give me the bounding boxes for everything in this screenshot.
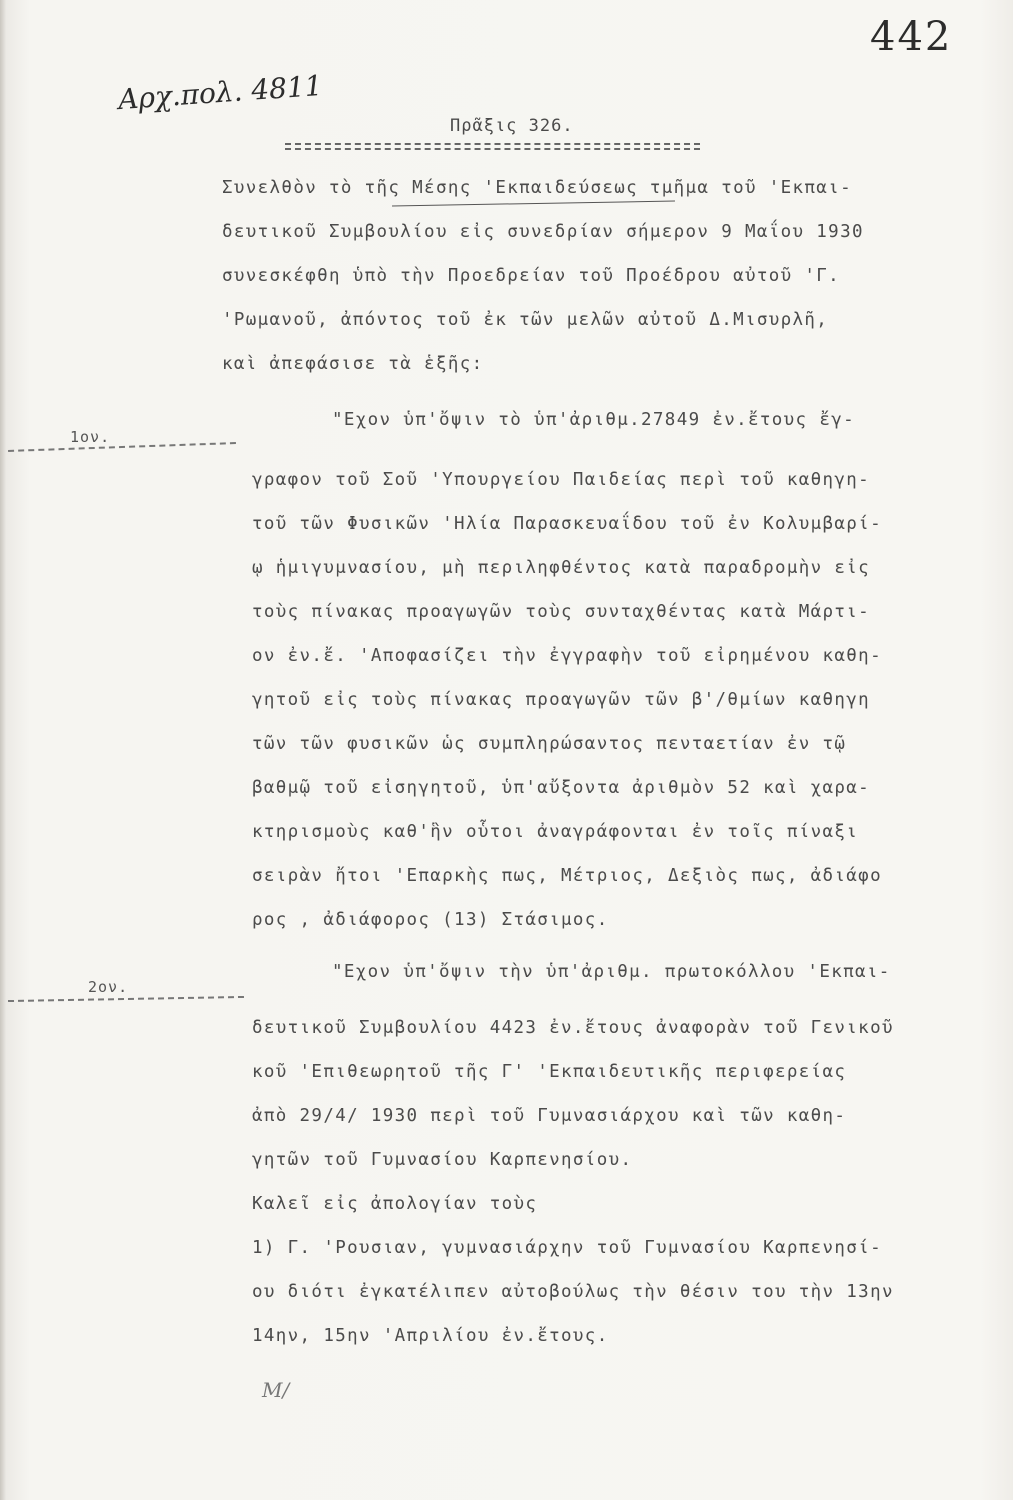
- intro-line-2: δευτικοῦ Συμβουλίου εἰς συνεδρίαν σήμερον 9 Μαΐου 1930: [222, 222, 864, 242]
- section-2-line-7: 1) Γ. 'Ρουσιαν, γυμνασιάρχην τοῦ Γυμνασίου Καρπενησί-: [252, 1238, 882, 1258]
- section-2-line-8: ου διότι ἐγκατέλιπεν αὐτοβούλως τὴν θέσιν του τὴν 13ην: [252, 1282, 894, 1302]
- section-2-line-4: ἀπὸ 29/4/ 1930 περὶ τοῦ Γυμνασιάρχου καὶ τῶν καθη-: [252, 1106, 847, 1126]
- section-2-line-3: κοῦ 'Επιθεωρητοῦ τῆς Γ' 'Εκπαιδευτικῆς περιφερείας: [252, 1062, 847, 1082]
- section-1-line-10: κτηρισμοὺς καθ'ἣν οὗτοι ἀναγράφονται ἐν τοῖς πίναξι: [252, 822, 859, 842]
- section-2-label: 2ον.: [88, 978, 129, 996]
- section-2-line-6: Καλεῖ εἰς ἀπολογίαν τοὺς: [252, 1194, 538, 1214]
- section-1-line-7: γητοῦ εἰς τοὺς πίνακας προαγωγῶν τῶν β'/θμίων καθηγη: [252, 690, 871, 710]
- page-edge-shadow: [0, 0, 6, 1500]
- section-2-line-5: γητῶν τοῦ Γυμνασίου Καρπενησίου.: [252, 1150, 633, 1170]
- section-1-line-11: σειρὰν ἤτοι 'Επαρκὴς πως, Μέτριος, Δεξιὸς πως, ἀδιάφο: [252, 866, 882, 886]
- section-1-line-3: τοῦ τῶν Φυσικῶν 'Ηλία Παρασκευαΐδου τοῦ ἐν Κολυμβαρί-: [252, 514, 882, 534]
- section-1-label: 1ον.: [70, 428, 111, 446]
- section-1-line-9: βαθμῷ τοῦ εἰσηγητοῦ, ὑπ'αὔξοντα ἀριθμὸν 52 καὶ χαρα-: [252, 778, 871, 798]
- intro-line-3: συνεσκέφθη ὑπὸ τὴν Προεδρείαν τοῦ Προέδρου αὐτοῦ 'Γ.: [222, 266, 841, 286]
- section-2-line-2: δευτικοῦ Συμβουλίου 4423 ἐν.ἔτους ἀναφορὰν τοῦ Γενικοῦ: [252, 1018, 894, 1038]
- section-2-dashed-rule: [8, 996, 244, 1002]
- section-1-line-8: τῶν τῶν φυσικῶν ὡς συμπληρώσαντος πενταετίαν ἐν τῷ: [252, 734, 847, 754]
- section-2-line-9: 14ην, 15ην 'Απριλίου ἐν.ἔτους.: [252, 1326, 609, 1346]
- page-number: 442: [870, 14, 953, 60]
- intro-line-5: καὶ ἀπεφάσισε τὰ ἑξῆς:: [222, 354, 484, 374]
- section-1-line-4: ῳ ἡμιγυμνασίου, μὴ περιληφθέντος κατὰ παραδρομὴν εἰς: [252, 558, 871, 578]
- section-1-dashed-rule: [8, 442, 236, 452]
- section-1-line-12: ρος , ἀδιάφορος (13) Στάσιμος.: [252, 910, 609, 930]
- title-underline: [285, 143, 700, 150]
- section-1-line-5: τοὺς πίνακας προαγωγῶν τοὺς συνταχθέντας κατὰ Μάρτι-: [252, 602, 871, 622]
- section-1-line-6: ον ἐν.ἔ. 'Αποφασίζει τὴν ἐγγραφὴν τοῦ εἰρημένου καθη-: [252, 646, 882, 666]
- handwritten-underline: [392, 201, 675, 207]
- section-2-line-1: "Εχον ὑπ'ὄψιν τὴν ὑπ'ἀριθμ. πρωτοκόλλου 'Εκπαι-: [332, 962, 891, 982]
- archive-reference: Αρχ.πολ. 4811: [117, 68, 324, 117]
- intro-line-1: Συνελθὸν τὸ τῆς Μέσης 'Εκπαιδεύσεως τμῆμα τοῦ 'Εκπαι-: [222, 178, 852, 198]
- act-title: Πρᾶξις 326.: [450, 116, 574, 136]
- section-1-line-1: "Εχον ὑπ'ὄψιν τὸ ὑπ'ἀριθμ.27849 ἐν.ἔτους ἔγ-: [332, 410, 855, 430]
- section-1-line-2: γραφον τοῦ Σοῦ 'Υπουργείου Παιδείας περὶ τοῦ καθηγη-: [252, 470, 871, 490]
- intro-line-4: 'Ρωμανοῦ, ἀπόντος τοῦ ἐκ τῶν μελῶν αὐτοῦ Δ.Μισυρλῆ,: [222, 310, 829, 330]
- handwritten-initials: Μ/: [262, 1378, 290, 1402]
